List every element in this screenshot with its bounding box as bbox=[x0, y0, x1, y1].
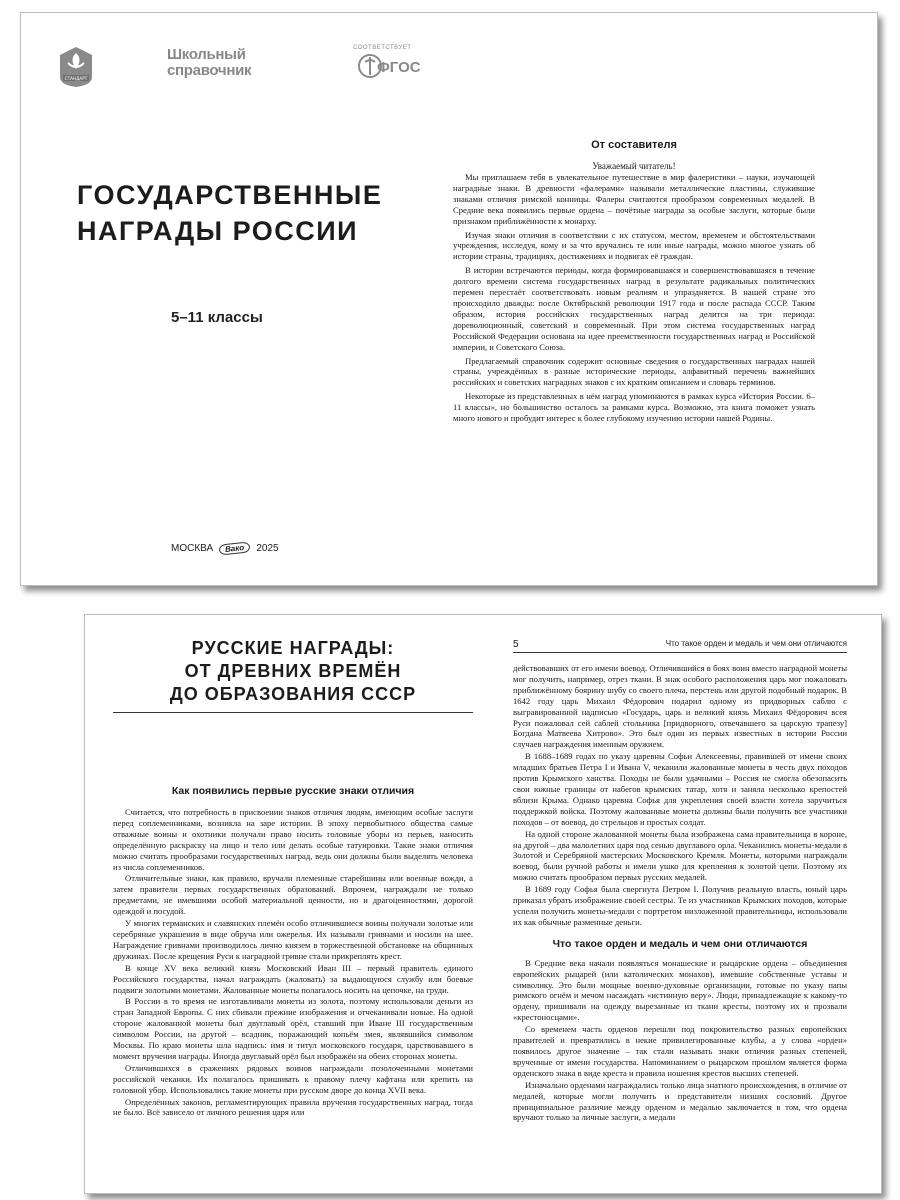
school-logo-line2: справочник bbox=[167, 62, 252, 79]
body-paragraph: Отличительные знаки, как правило, вручали племенные старейшины или военные вожди, а затем правители первых государственных образований. Впрочем, награждали не только предметами, не имевшими особой материальной ценности, но и драгоценностями, дорогой одеждой и посудой. bbox=[113, 873, 473, 917]
chapter-rule bbox=[113, 712, 473, 713]
body-paragraph: Изначально орденами награждались только лица знатного происхождения, в отличие от медалей, которые могли получить и представители низших сословий. Другое принципиальное различие между орденом и медалью заключается в том, что ордена вручают только за личные заслуги, а медали bbox=[513, 1079, 847, 1123]
foreword-heading: От составителя bbox=[591, 139, 677, 151]
book-title-line1: ГОСУДАРСТВЕННЫЕ bbox=[77, 180, 383, 210]
chapter-title-line2: ОТ ДРЕВНИХ ВРЕМЁН bbox=[184, 661, 402, 681]
foreword bbox=[453, 139, 815, 427]
running-head bbox=[513, 639, 847, 653]
fgos-arc-text: СООТВЕТСТВУЕТ bbox=[353, 45, 412, 51]
grades-label: 5–11 классы bbox=[171, 309, 263, 326]
foreword-paragraph: Мы приглашаем тебя в увлекательное путешествие в мир фалеристики – науки, изучающей наградные знаки. В древности «фалерами» называли металлические пластины, служившие знаками отличия римской конницы. Фалеры считаются прообразом современных медалей. В Средние века появились первые ордена – почётные награды за особые заслуги, которые были признаком приближённости к монарху. bbox=[453, 172, 815, 226]
imprint-city: МОСКВА bbox=[171, 543, 214, 554]
body-paragraph: На одной стороне жалованной монеты была изображена сама правительница в короне, на другой – два малолетних царя под сенью двуглавого орла. Чеканились монеты-медали в Золотой и Серебряной мастерских Московского Кремля. Монеты, которыми награждали воевод, были ручной работы и имели ушко для крепления к золотой цепи. Поэтому их можно считать прообразом первых русских медалей. bbox=[513, 828, 847, 883]
foreword-paragraph: Некоторые из представленных в нём наград упоминаются в рамках курса «История России. 6–11 классы», но большинство осталось за рамками курса. Возможно, эта книга поможет узнать много нового и пробудит интерес к более глубокому изучению истории нашей Родины. bbox=[453, 391, 815, 424]
left-page bbox=[113, 629, 473, 1119]
school-logo-line1: Школьный bbox=[167, 46, 246, 63]
chapter-title-line3: ДО ОБРАЗОВАНИЯ СССР bbox=[169, 684, 417, 704]
body-paragraph: У многих германских и славянских племён особо отличившиеся воины получали золотые или серебряные украшения в виде обруча или ожерелья. Их называли гривнами и носили на шее. Награждение гривнами производилось лично князем в торжественной обстановке на общинных дружинах. После крещения Руси к наградной гривне стали прикреплять крест. bbox=[113, 918, 473, 961]
chapter-spread bbox=[84, 614, 882, 1194]
body-paragraph: действовавших от его имени воевод. Отличившийся в боях воин вместо наградной монеты мог получить, например, отрез ткани. В знак особого расположения царь мог пожаловать приближённому боярину шубу со своего плеча, перстень или другой подобный подарок. В 1642 году царь Михаил Фёдорович подарил одному из придворных саблю с выгравированной надписью «Государь, царь и великий князь Михаил Фёдорович всея Руси пожаловал сей саблей стольника [придворного, отвечавшего за царскую трапезу] Богдана Матвеева Хитрово». Это был один из первых известных в истории России случаев награждения именным оружием. bbox=[513, 663, 847, 750]
body-paragraph: Считается, что потребность в присвоении знаков отличия людям, имеющим особые заслуги перед соплеменниками, возникла на заре истории. В эпоху первобытного общества самые отважные воины и охотники получали право носить головные уборы из перьев, наносить определённую раскраску на лицо и тело или делать особые татуировки. Такие знаки отличия можно считать прообразами государственных наград, ведь они должны были выделять человека из числа соплеменников. bbox=[113, 807, 473, 872]
foreword-paragraph: Предлагаемый справочник содержит основные сведения о государственных наградах нашей страны, учреждённых в разные исторические периоды, алфавитный перечень важнейших российских и советских наградных знаков с их кратким описанием и словарь терминов. bbox=[453, 355, 815, 388]
body-paragraph: В России в то время не изготавливали монеты из золота, поэтому использовали деньги из стран Западной Европы. С них сбивали прежние изображения и отчеканивали новые. На одной стороне жалованной монеты был двуглавый орёл, ставший при Иване III государственным символом России, на другой – всадник, поражающий копьём змея, являвшийся символом Москвы. По краю монеты шла надпись: имя и титул московского государя, царствовавшего в момент вручения награды. Иногда двуглавый орёл был изображён на обеих сторонах монеты. bbox=[113, 996, 473, 1061]
body-paragraph: В конце XV века великий князь Московский Иван III – первый правитель единого Российского государства, начал награждать (жаловать) за выдающуюся службу или боевые подвиги золотыми монетами. Жалованные монеты полагалось носить на цепочке, на груди. bbox=[113, 962, 473, 995]
right-page bbox=[513, 639, 847, 1124]
standart-label: СТАНДАРТ bbox=[64, 76, 88, 81]
foreword-paragraph: Изучая знаки отличия в соответствии с их статусом, местом, временем и обстоятельствами учреждения, исследуя, кому и за что вручались те или иные награды, можно многое узнать об истории страны, традициях, достижениях и подвигах её граждан. bbox=[453, 229, 815, 262]
body-paragraph: Определённых законов, регламентирующих правила вручения государственных наград, тогда не было. Всё зависело от личного решения царя или bbox=[113, 1096, 473, 1118]
logos-row bbox=[57, 43, 421, 93]
fgos-logo bbox=[353, 45, 421, 89]
standart-logo-icon bbox=[57, 45, 95, 89]
running-head-title: Что такое орден и медаль и чем они отличаются bbox=[665, 639, 847, 648]
chapter-title-line1: РУССКИЕ НАГРАДЫ: bbox=[191, 638, 395, 658]
body-paragraph: В Средние века начали появляться монашеские и рыцарские ордена – объединения европейских рыцарей (или католических монахов), имевшие собственные уставы и символику. Это были мощные военно-духовные организации, готовые по указу папы римского огнём и мечом насаждать «истинную веру». Люди, принадлежащие к какому-то ордену, пришивали на одежду вырезанные из ткани кресты, поэтому их и прозвали «крестоносцами». bbox=[513, 957, 847, 1023]
section-heading: Как появились первые русские знаки отличия bbox=[171, 785, 415, 797]
section-heading: Что такое орден и медаль и чем они отличаются bbox=[552, 937, 808, 950]
body-paragraph: В 1688–1689 годах по указу царевны Софьи Алексеевны, правившей от имени своих младших братьев Петра I и Ивана V, чеканили жалованные монеты в честь двух походов против Крымского ханства. Походы не были удачными – Россия не смогла обезопасить свои южные границы от набегов крымских татар, хотя и заняла несколько крепостей вблизи Крыма. Однако царевна Софья для укрепления своей власти хотела заручиться поддержкой войска. Поэтому жалованные монеты должны были получить все участники походов – от воевод, до стрельцов и простых солдат. bbox=[513, 751, 847, 827]
body-paragraph: Отличившихся в сражениях рядовых воинов награждали позолоченными монетами российской чеканки. Их полагалось пришивать к правому плечу кафтана или крепить на головной убор. Использовались такие монеты при русском дворе до конца XVII века. bbox=[113, 1062, 473, 1095]
foreword-greeting: Уважаемый читатель! bbox=[592, 161, 676, 171]
imprint-year: 2025 bbox=[256, 543, 279, 554]
fgos-text: ФГОС bbox=[377, 59, 421, 76]
chapter-title bbox=[113, 637, 473, 706]
book-title bbox=[77, 177, 417, 249]
school-reference-logo bbox=[167, 47, 251, 79]
cover-spread bbox=[20, 12, 878, 586]
book-title-line2: НАГРАДЫ РОССИИ bbox=[77, 216, 359, 246]
publisher-logo: Вако bbox=[219, 541, 251, 555]
body-paragraph: В 1689 году Софья была свергнута Петром I. Получив реальную власть, юный царь приказал убрать изображение своей сестры. Те из участников Крымских походов, которые успели получить монеты-медали с портретом низложенной правительницы, использовали их как обычные разменные деньги. bbox=[513, 884, 847, 927]
imprint bbox=[171, 543, 279, 554]
page-number: 5 bbox=[513, 639, 519, 650]
body-paragraph: Со временем часть орденов перешли под покровительство разных европейских правителей и превратились в некие привилегированные клубы, а у слова «орден» появилось другое значение – так стали называть знаки отличия разных степеней, врученные от имени государства. Напоминанием о рыцарском прошлом является форма орденского знака в виде креста и правила ношения крестов высших степеней. bbox=[513, 1024, 847, 1078]
foreword-paragraph: В истории встречаются периоды, когда формировавшаяся и совершенствовавшаяся в течение долгого времени система государственных наград в результате радикальных политических перемен перестаёт соответствовать новым реалиям и упраздняется. В нашей стране это происходило дважды: после Октябрьской революции 1917 года и после распада СССР. Таким образом, история российских государственных наград делится на три периода: дореволюционный, советский и современный. При этом система государственных наград Российской Федерации основана на идее преемственности государственных наград и Российской империи, и Советского Союза. bbox=[453, 265, 815, 352]
